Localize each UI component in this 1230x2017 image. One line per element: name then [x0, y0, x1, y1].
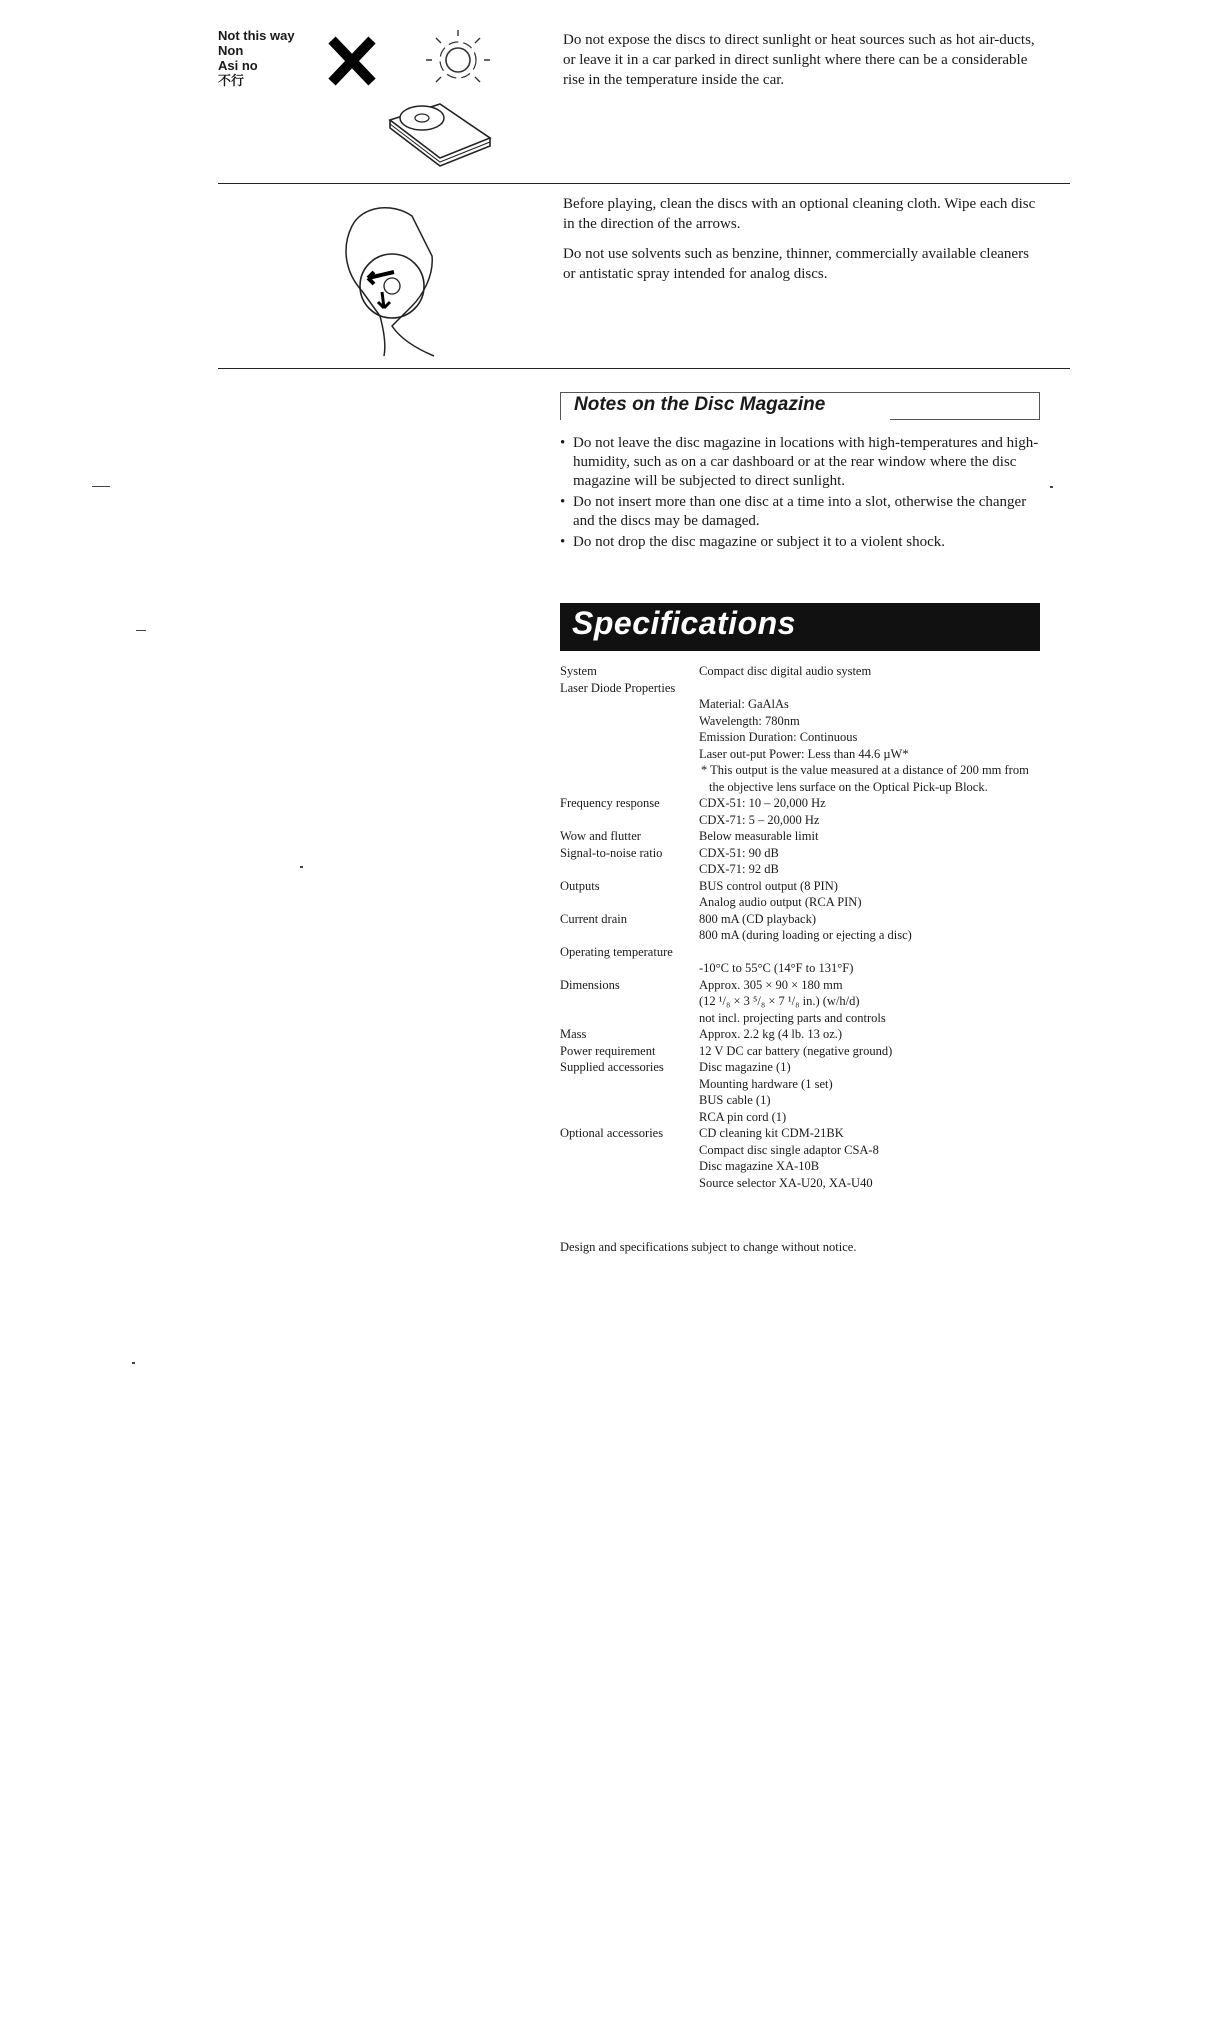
scan-speck — [132, 1362, 135, 1364]
hand-wiping-disc-icon — [322, 196, 462, 358]
sunlight-paragraph: Do not expose the discs to direct sunlight or heat sources such as hot air-ducts, or leave it in a car parked in direct sunlight where there can be a considerable rise in the temperature inside the car. — [563, 32, 1035, 88]
warning-label-es: Asi no — [218, 58, 258, 73]
spec-row — [560, 762, 1080, 795]
divider — [218, 368, 1070, 369]
spec-value: Disc magazine XA-10B — [699, 1159, 820, 1173]
spec-values — [699, 878, 1080, 911]
spec-value: BUS control output (8 PIN) — [699, 878, 838, 893]
disc-case-stack-icon — [380, 98, 500, 170]
spec-label: Frequency response — [560, 796, 660, 810]
spec-label: Dimensions — [560, 977, 620, 992]
spec-row — [560, 1026, 1080, 1043]
notes-item: • Do not leave the disc magazine in locations with high-temperatures and high-humidity, such as on a car dashboard or at the rear window where the disc magazine will be subjected to direct sunlight. — [560, 434, 1050, 491]
scan-speck — [92, 486, 110, 487]
spec-value: CDX-51: 90 dB — [699, 845, 779, 860]
spec-value: -10°C to 55°C (14°F to 131°F) — [699, 961, 854, 975]
spec-label: Outputs — [560, 878, 600, 893]
spec-label: Laser Diode Properties — [560, 680, 676, 695]
warning-label-zh: 不行 — [218, 73, 245, 88]
spec-value: 800 mA (CD playback) — [699, 911, 816, 926]
spec-row — [560, 1125, 1080, 1191]
spec-label: Supplied accessories — [560, 1060, 664, 1074]
spec-value: Mounting hardware (1 set) — [699, 1076, 833, 1091]
spec-value: Compact disc digital audio system — [699, 664, 872, 678]
spec-value: BUS cable (1) — [699, 1093, 771, 1107]
spec-row — [560, 663, 1080, 680]
spec-row — [560, 977, 1080, 1027]
notes-item: • Do not insert more than one disc at a time into a slot, otherwise the changer and the discs may be damaged. — [560, 493, 1050, 531]
spec-values — [699, 828, 1080, 845]
sun-heat-icon — [418, 24, 498, 94]
warning-label-en: Not this way — [218, 28, 295, 43]
spec-row — [560, 795, 1080, 828]
spec-row — [560, 1043, 1080, 1060]
spec-value: Source selector XA-U20, XA-U40 — [699, 1175, 873, 1190]
spec-values — [699, 1059, 1080, 1125]
spec-value: Emission Duration: Continuous — [699, 730, 858, 744]
spec-value: Disc magazine (1) — [699, 1060, 791, 1074]
spec-values — [699, 696, 1080, 762]
spec-label: Signal-to-noise ratio — [560, 845, 663, 860]
notes-heading-box — [560, 392, 1040, 422]
cleaning-paragraph-2: Do not use solvents such as benzine, thinner, commercially available cleaners or antistatic spray intended for analog discs. — [563, 246, 1029, 282]
spec-value: Wavelength: 780nm — [699, 713, 800, 728]
spec-row — [560, 828, 1080, 845]
spec-value: Analog audio output (RCA PIN) — [699, 895, 862, 909]
spec-value: Material: GaAlAs — [699, 697, 789, 711]
spec-value: 12 V DC car battery (negative ground) — [699, 1043, 893, 1058]
spec-values — [699, 911, 1080, 944]
spec-value: (12 ¹/₈ × 3 ⁵/₈ × 7 ¹/₈ in.) (w/h/d) — [699, 994, 860, 1008]
cleaning-text — [563, 194, 1043, 294]
sunlight-warning-text — [563, 30, 1043, 100]
spec-values — [699, 845, 1080, 878]
warning-label-group — [218, 28, 295, 88]
spec-value: * This output is the value measured at a distance of 200 mm from the objective lens surface on the Optical Pick-up Block. — [701, 763, 1029, 794]
spec-value: Below measurable limit — [699, 829, 819, 843]
notes-title: Notes on the Disc Magazine — [574, 394, 826, 415]
spec-values — [699, 795, 1080, 828]
spec-values — [699, 1043, 1080, 1060]
cleaning-paragraph-1: Before playing, clean the discs with an optional cleaning cloth. Wipe each disc in the direction of the arrows. — [563, 196, 1036, 232]
spec-value: CDX-51: 10 – 20,000 Hz — [699, 796, 826, 810]
spec-label: Mass — [560, 1027, 587, 1041]
spec-value: not incl. projecting parts and controls — [699, 1010, 886, 1025]
spec-label: Optional accessories — [560, 1126, 664, 1140]
spec-row — [560, 696, 1080, 762]
notes-list — [560, 434, 1050, 554]
notes-item: • Do not drop the disc magazine or subject it to a violent shock. — [560, 533, 1050, 552]
spec-values — [699, 977, 1080, 1027]
spec-label: Operating temperature — [560, 944, 673, 959]
spec-label: Wow and flutter — [560, 829, 641, 843]
spec-row — [560, 845, 1080, 878]
scan-speck — [300, 866, 303, 868]
spec-values — [699, 960, 1080, 977]
spec-values — [699, 762, 1080, 795]
spec-label: Power requirement — [560, 1043, 656, 1058]
spec-row — [560, 878, 1080, 911]
spec-value: CDX-71: 92 dB — [699, 862, 779, 876]
specifications-table — [560, 663, 1080, 1191]
spec-label: System — [560, 664, 597, 678]
spec-value: CD cleaning kit CDM-21BK — [699, 1126, 844, 1140]
spec-row — [560, 911, 1080, 944]
spec-value: Laser out-put Power: Less than 44.6 µW* — [699, 746, 909, 761]
cross-mark-icon — [328, 36, 376, 86]
spec-row — [560, 1059, 1080, 1125]
spec-value: 800 mA (during loading or ejecting a disc) — [699, 928, 912, 942]
warning-label-fr: Non — [218, 43, 244, 58]
spec-value: Approx. 305 × 90 × 180 mm — [699, 977, 843, 992]
spec-values — [699, 1125, 1080, 1191]
spec-value: Compact disc single adaptor CSA-8 — [699, 1142, 879, 1157]
spec-value: RCA pin cord (1) — [699, 1109, 787, 1124]
spec-row — [560, 680, 1080, 697]
footer-note: Design and specifications subject to change without notice. — [560, 1240, 857, 1254]
spec-row — [560, 960, 1080, 977]
divider — [218, 183, 1070, 184]
spec-values — [699, 1026, 1080, 1043]
specifications-banner — [560, 603, 1040, 651]
specifications-title: Specifications — [572, 605, 796, 641]
spec-row — [560, 944, 1080, 961]
scan-speck — [136, 630, 146, 631]
spec-value: CDX-71: 5 – 20,000 Hz — [699, 812, 820, 827]
spec-values — [699, 663, 1080, 680]
spec-label: Current drain — [560, 911, 627, 926]
spec-value: Approx. 2.2 kg (4 lb. 13 oz.) — [699, 1027, 843, 1041]
scan-speck — [1050, 486, 1053, 488]
